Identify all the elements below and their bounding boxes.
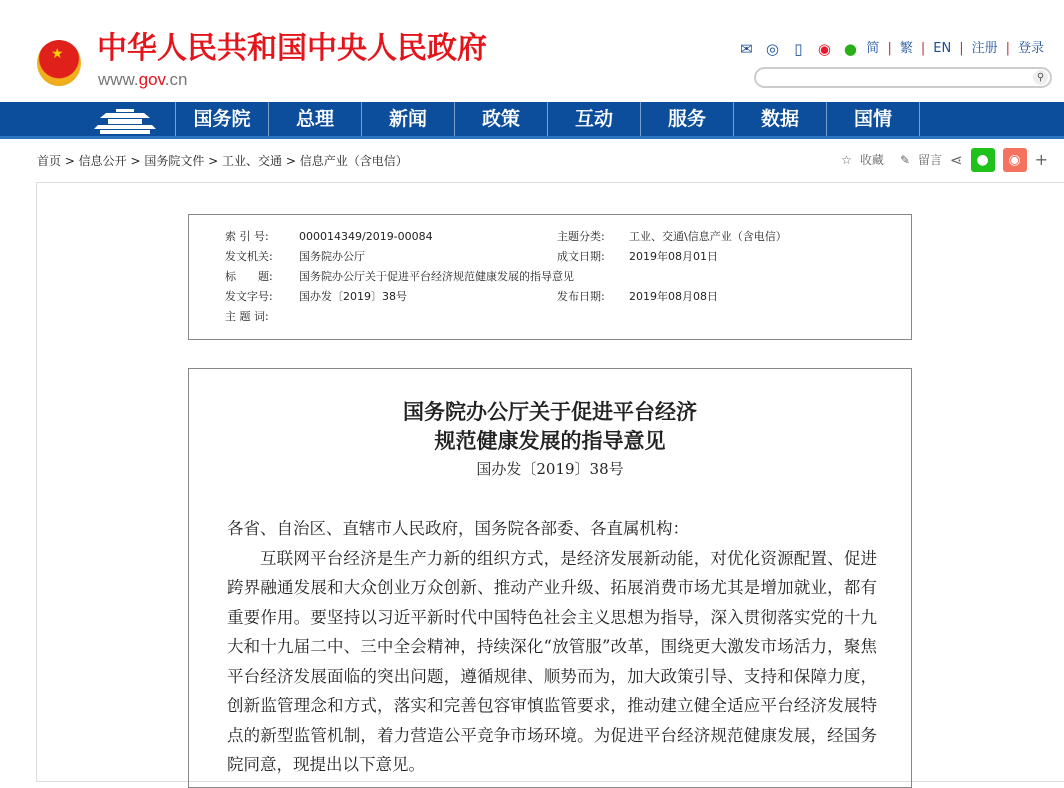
category-label: 主题分类: [557,230,605,243]
nav-guowuyuan[interactable]: 国务院 [176,102,269,136]
comment-button[interactable]: 留言 [918,153,943,167]
lang-simplified[interactable]: 简 [866,41,880,56]
wechat-share-icon[interactable]: ● [971,148,995,172]
published-date-value: 2019年08月08日 [629,290,718,303]
nav-zongli[interactable]: 总理 [269,102,362,136]
weibo-icon[interactable]: ◉ [817,40,831,58]
lang-traditional[interactable]: 繁 [899,41,913,56]
pencil-icon[interactable]: ✎ [899,153,910,167]
title-line-1: 国务院办公厅关于促进平台经济 [403,399,697,424]
site-url[interactable] [98,70,187,90]
document-number: 国办发〔2019〕38号 [476,460,624,478]
url-prefix: www. [98,70,139,89]
nav-hudong[interactable]: 互动 [548,102,641,136]
message-icon[interactable]: ◎ [765,40,779,58]
share-bar [841,148,1048,172]
weibo-share-icon[interactable]: ◉ [1003,148,1027,172]
nav-fuwu[interactable]: 服务 [641,102,734,136]
search-input[interactable] [754,67,1052,88]
national-emblem-logo[interactable]: ★ [37,40,81,86]
nav-shuju[interactable]: 数据 [734,102,827,136]
issuer-value: 国务院办公厅 [299,250,365,263]
main-nav [0,102,1064,139]
wechat-icon[interactable]: ● [843,40,857,58]
issuer-label: 发文机关: [225,250,273,263]
header-tools: ✉ ◎ ▯ ◉ ● 简 | 繁 | EN | 注册 | 登录 [736,40,1044,58]
favorite-button[interactable]: 收藏 [859,153,884,167]
nav-zhengce[interactable]: 政策 [455,102,548,136]
nav-guoqing[interactable]: 国情 [827,102,920,136]
plus-icon[interactable]: + [1034,150,1048,169]
written-date-label: 成文日期: [557,250,605,263]
paragraph: 互联网平台经济是生产力新的组织方式，是经济发展新动能，对优化资源配置、促进跨界融通发展和大众创业万众创新、推动产业升级、拓展消费市场尤其是增加就业，都有重要作用。要坚持以习近平新时代中国特色社会主义思想为指导，深入贯彻落实党的十九大和十九届二中、三中全会精神，持续深化“放管服”改革，围绕更大激发市场活力，聚焦平台经济发展面临的突出问题，遵循规律、顺势而为，加大政策引导、支持和保障力度，创新监管理念和方式，落实和完善包容审慎监管要求，推动建立健全适应平台经济发展特点的新型监管机制，着力营造公平竞争市场环境。为促进平台经济规范健康发展，经国务院同意，现提出以下意见。 [227,548,877,774]
salutation: 各省、自治区、直辖市人民政府，国务院各部委、各直属机构： [227,519,689,538]
document-metadata [188,214,912,340]
docno-label: 发文字号: [225,290,273,303]
login-link[interactable]: 登录 [1017,41,1044,56]
mobile-icon[interactable]: ▯ [794,40,803,58]
index-label: 索 引 号: [225,230,269,243]
title-label: 标 题: [225,270,273,283]
star-icon[interactable]: ☆ [841,153,852,167]
title-line-2: 规范健康发展的指导意见 [434,428,666,453]
nav-xinwen[interactable]: 新闻 [362,102,455,136]
document-title [189,397,911,455]
keywords-label: 主 题 词: [225,310,269,323]
document-body [188,368,912,788]
register-link[interactable]: 注册 [971,41,998,56]
share-icon[interactable]: ⋖ [950,151,963,169]
category-value: 工业、交通\信息产业（含电信） [629,230,787,243]
tiananmen-logo[interactable] [0,102,176,136]
site-title[interactable]: 中华人民共和国中央人民政府 [97,31,487,66]
lang-english[interactable]: EN [933,41,952,56]
mail-icon[interactable]: ✉ [740,40,753,58]
published-date-label: 发布日期: [557,290,605,303]
written-date-value: 2019年08月01日 [629,250,718,263]
index-value: 000014349/2019-00084 [299,230,433,243]
title-value: 国务院办公厅关于促进平台经济规范健康发展的指导意见 [299,270,574,283]
header [0,0,1064,102]
url-suffix: .cn [164,70,188,89]
docno-value: 国办发〔2019〕38号 [299,290,407,303]
search-icon[interactable]: ⚲ [1033,70,1048,85]
breadcrumb[interactable]: 首页 > 信息公开 > 国务院文件 > 工业、交通 > 信息产业（含电信） [37,154,408,168]
url-domain: gov [138,70,165,89]
